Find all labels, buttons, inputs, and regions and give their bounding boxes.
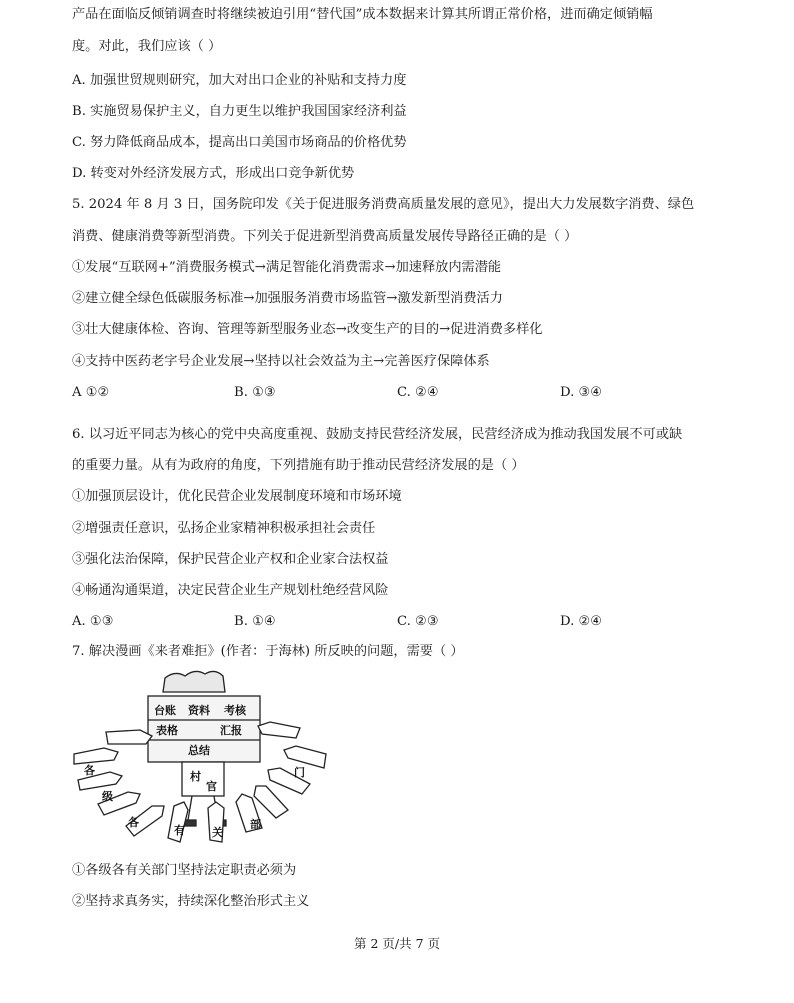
q7-item-2: ②坚持求真务实，持续深化整治形式主义 [72, 894, 310, 909]
board-label: 表格 [156, 724, 178, 737]
hand-label: 门 [294, 766, 305, 779]
q6-item-1: ①加强顶层设计，优化民营企业发展制度环境和市场环境 [72, 489, 402, 504]
page-footer: 第 2 页/共 7 页 [353, 936, 440, 951]
q7-item-1: ①各级各有关部门坚持法定职责必须为 [72, 863, 297, 878]
q6-choice-b: B. ①④ [234, 614, 276, 629]
hand-label: 各 [84, 764, 95, 777]
q4-option-d: D. 转变对外经济发展方式，形成出口竞争新优势 [72, 166, 355, 181]
hand-label: 各 [128, 816, 139, 829]
q5-stem-line-2: 消费、健康消费等新型消费。下列关于促进新型消费高质量发展传导路径正确的是（ ） [72, 229, 578, 244]
q5-item-1: ①发展“互联网+”消费服务模式→满足智能化消费需求→加速释放内需潜能 [72, 260, 502, 275]
board-label: 总结 [188, 744, 210, 757]
person-label: 村 [190, 770, 201, 783]
q6-choices [72, 613, 732, 631]
q4-stem-line-2: 度。对此，我们应该（ ） [72, 39, 222, 54]
q5-choice-a: A ①② [72, 385, 110, 400]
q6-stem-line-2: 的重要力量。从有为政府的角度，下列措施有助于推动民营经济发展的是（ ） [72, 458, 525, 473]
q4-stem-line-1: 产品在面临反倾销调查时将继续被迫引用“替代国”成本数据来计算其所谓正常价格，进而确定倾销幅 [72, 7, 653, 22]
q5-item-3: ③壮大健康体检、咨询、管理等新型服务业态→改变生产的目的→促进消费多样化 [72, 322, 543, 337]
person-label: 官 [206, 780, 217, 793]
q5-choice-b: B. ①③ [234, 385, 276, 400]
board-label: 汇报 [220, 724, 242, 737]
q5-item-2: ②建立健全绿色低碳服务标准→加强服务消费市场监管→激发新型消费活力 [72, 291, 503, 306]
board-label: 考核 [224, 704, 246, 717]
q5-item-4: ④支持中医药老字号企业发展→坚持以社会效益为主→完善医疗保障体系 [72, 354, 490, 369]
village-official-body [182, 762, 224, 796]
hand-icon [106, 730, 152, 744]
q4-option-a: A. 加强世贸规则研究，加大对出口企业的补贴和支持力度 [72, 73, 407, 88]
board-label: 资料 [188, 704, 210, 717]
q6-item-2: ②增强责任意识，弘扬企业家精神积极承担社会责任 [72, 521, 376, 536]
hand-label: 部 [250, 818, 261, 831]
hand-icon [258, 722, 300, 738]
q6-choice-a: A. ①③ [72, 614, 114, 629]
q6-choice-d: D. ②④ [560, 614, 603, 629]
q5-choice-c: C. ②④ [397, 385, 439, 400]
q6-choice-c: C. ②③ [397, 614, 439, 629]
hand-label: 关 [212, 826, 223, 839]
paper-pile [163, 671, 225, 692]
board-label: 台账 [154, 704, 176, 717]
q5-choices [72, 384, 732, 402]
hand-icon [74, 748, 118, 764]
q6-item-4: ④畅通沟通渠道，决定民营企业生产规划杜绝经营风险 [72, 583, 389, 598]
q6-item-3: ③强化法治保障，保护民营企业产权和企业家合法权益 [72, 552, 389, 567]
q5-choice-d: D. ③④ [560, 385, 603, 400]
hand-label: 有 [174, 824, 185, 837]
q4-option-b: B. 实施贸易保护主义，自力更生以维护我国国家经济利益 [72, 104, 407, 119]
cartoon-image [70, 668, 330, 848]
hand-icon [284, 746, 326, 768]
q5-stem-line-1: 5. 2024 年 8 月 3 日，国务院印发《关于促进服务消费高质量发展的意见》，提出大力发展数字消费、绿色 [72, 197, 695, 212]
q4-option-c: C. 努力降低商品成本，提高出口美国市场商品的价格优势 [72, 135, 407, 150]
q6-stem-line-1: 6. 以习近平同志为核心的党中央高度重视、鼓励支持民营经济发展，民营经济成为推动我国发展不可或缺 [72, 427, 683, 442]
hand-icon [254, 786, 288, 818]
q7-stem: 7. 解决漫画《来者难拒》(作者：于海林) 所反映的问题，需要（ ） [72, 644, 464, 659]
hand-label: 级 [102, 790, 113, 803]
